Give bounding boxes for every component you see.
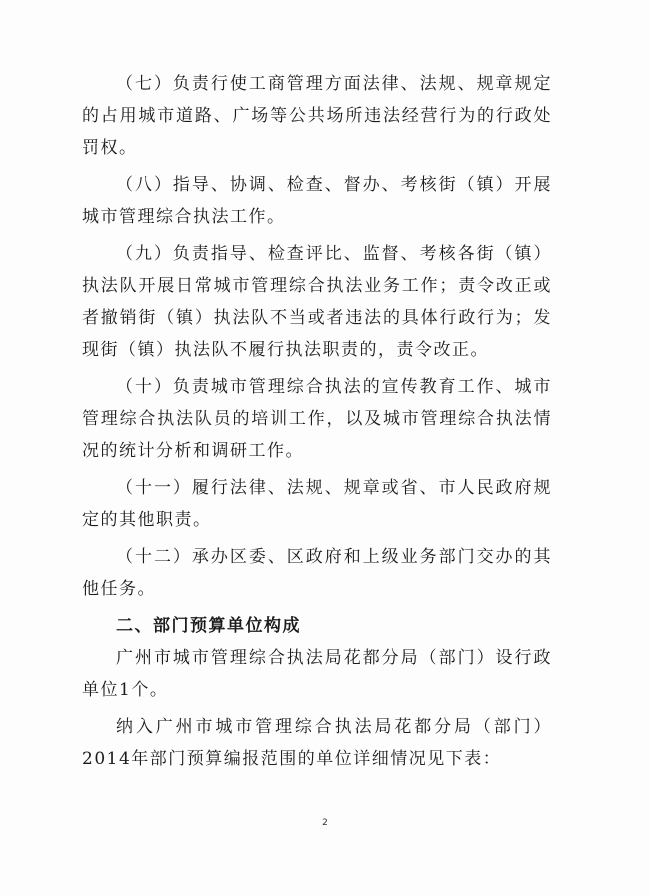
document-body [82, 68, 552, 775]
paragraph-item-7: （七）负责行使工商管理方面法律、法规、规章规定的占用城市道路、广场等公共场所违法经营行为的行政处罚权。 [82, 74, 552, 158]
page-number: 2 [322, 818, 328, 828]
paragraph-item-9: （九）负责指导、检查评比、监督、考核各街（镇）执法队开展日常城市管理综合执法业务工作；责令改正或者撤销街（镇）执法队不当或者违法的具体行政行为；发现街（镇）执法队不履行执法职责的，责令改正。 [82, 244, 552, 360]
paragraph-item-10: （十）负责城市管理综合执法的宣传教育工作、城市管理综合执法队员的培训工作，以及城市管理综合执法情况的统计分析和调研工作。 [82, 377, 552, 461]
paragraph-item-12: （十二）承办区委、区政府和上级业务部门交办的其他任务。 [82, 547, 552, 599]
unit-count-paragraph: 广州市城市管理综合执法局花都分局（部门）设行政单位1个。 [82, 648, 552, 700]
section-heading: 二、部门预算单位构成 [116, 616, 301, 636]
paragraph-item-11: （十一）履行法律、法规、规章或省、市人民政府规定的其他职责。 [82, 478, 552, 530]
paragraph-item-8: （八）指导、协调、检查、督办、考核街（镇）开展城市管理综合执法工作。 [82, 175, 552, 227]
budget-scope-paragraph: 纳入广州市城市管理综合执法局花都分局（部门）2014年部门预算编报范围的单位详细情况见下表： [82, 717, 552, 769]
